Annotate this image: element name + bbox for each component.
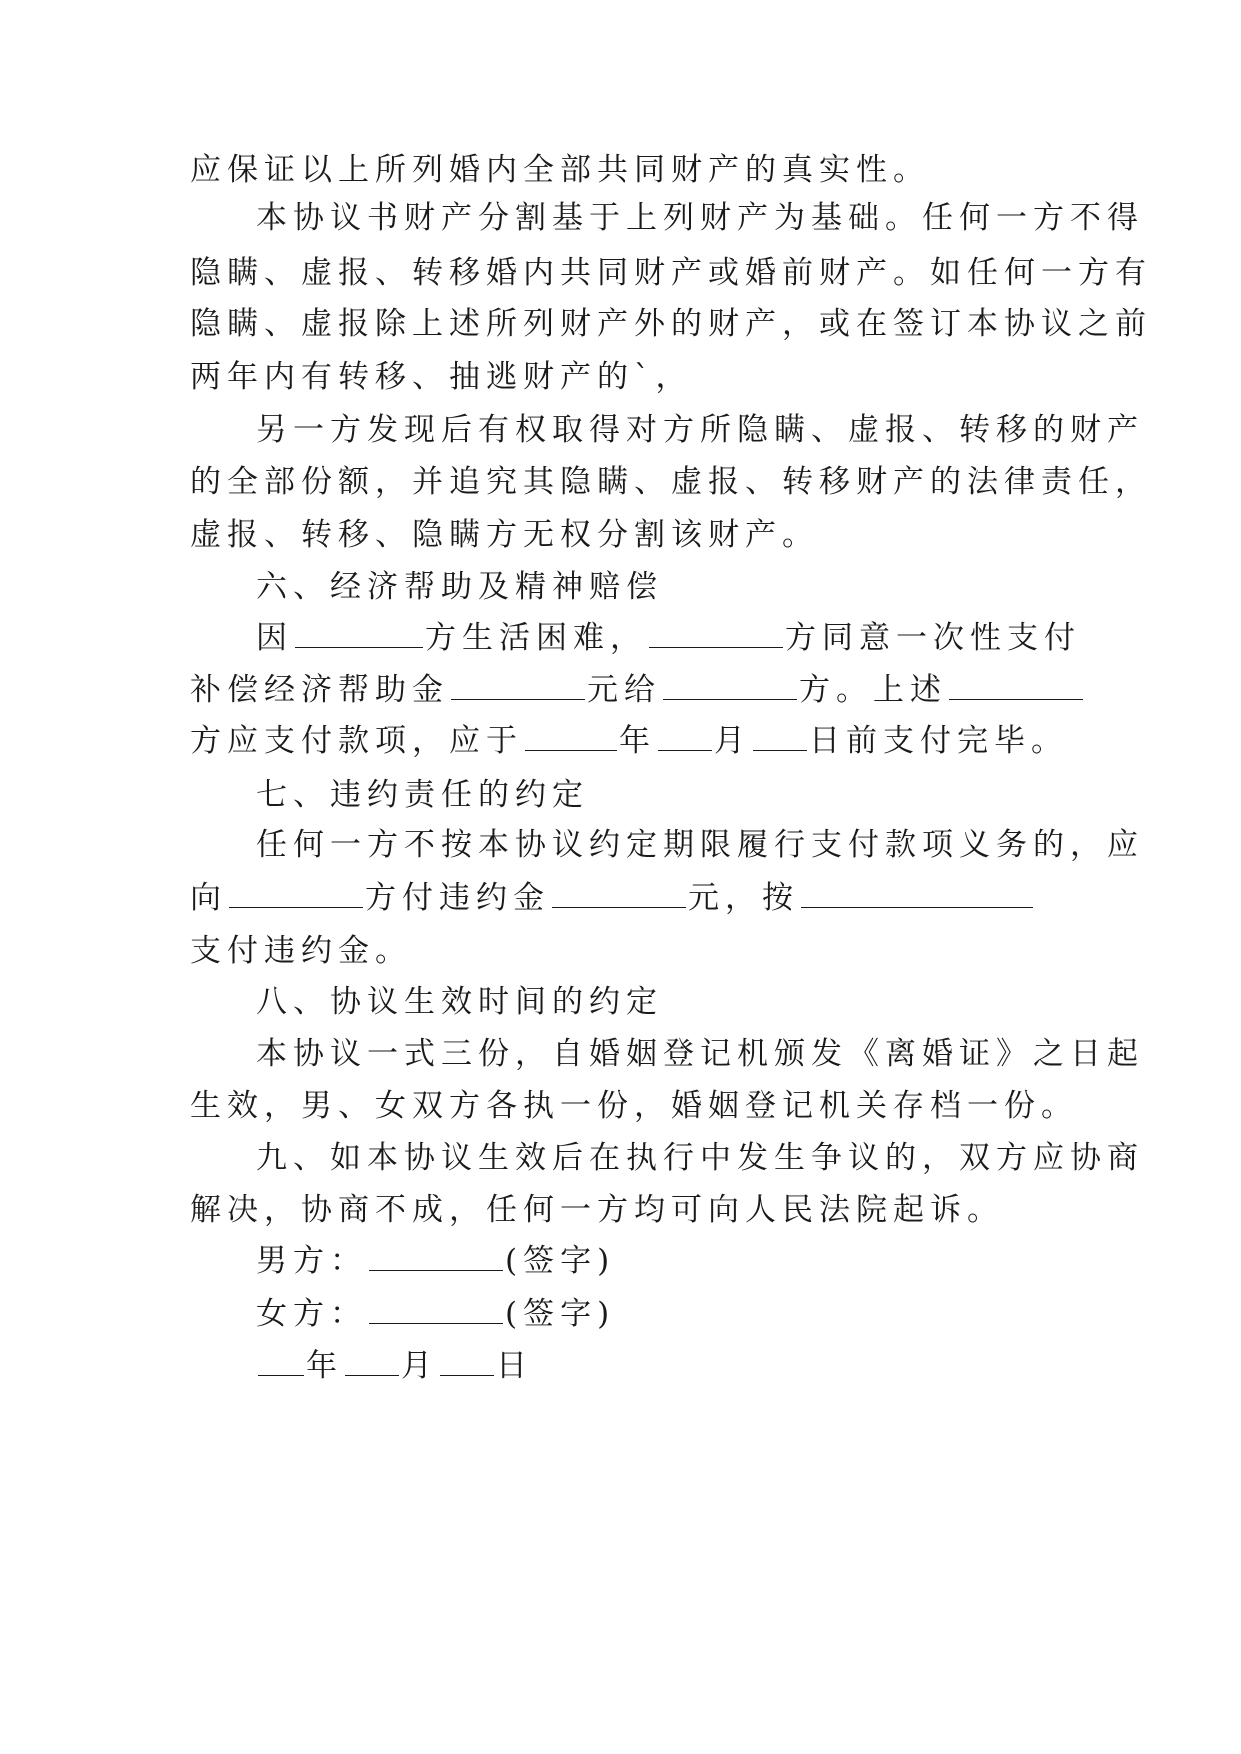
text: 虚报、转移、隐瞒方无权分割该财产。	[190, 517, 819, 553]
section-heading	[256, 982, 663, 1022]
fill-in-blank[interactable]	[649, 623, 783, 648]
fill-in-blank[interactable]	[801, 883, 1033, 908]
text: 方应支付款项，应于	[190, 723, 523, 759]
text: 的全部份额，并追究其隐瞒、虚报、转移财产的法律责任，	[190, 464, 1152, 500]
text: 年	[619, 723, 656, 759]
text: 本协议一式三份，自婚姻登记机颁发《离婚证》之日起	[256, 1036, 1144, 1072]
paragraph-line	[190, 253, 1152, 293]
text: 元，按	[688, 880, 799, 916]
text: 两年内有转移、抽逃财产的`，	[190, 359, 693, 395]
day-blank[interactable]	[440, 1351, 494, 1376]
text: 任何一方不按本协议约定期限履行支付款项义务的，应	[256, 827, 1144, 863]
male-signature-blank[interactable]	[369, 1246, 503, 1271]
heading-text: 六、经济帮助及精神赔偿	[256, 569, 663, 605]
text: 补偿经济帮助金	[190, 672, 449, 708]
paragraph-line	[190, 150, 930, 190]
month-label: 月	[401, 1348, 438, 1384]
fill-in-blank[interactable]	[658, 726, 712, 751]
fill-in-blank[interactable]	[552, 883, 686, 908]
male-signature-line	[256, 1241, 615, 1281]
paragraph-line	[256, 198, 1144, 238]
heading-text: 七、违约责任的约定	[256, 777, 589, 813]
fill-in-blank[interactable]	[949, 675, 1083, 700]
section-heading	[256, 567, 663, 607]
paragraph-line	[190, 462, 1152, 502]
text: 月	[714, 723, 751, 759]
paragraph-line	[190, 931, 412, 971]
day-label: 日	[496, 1348, 533, 1384]
paragraph-line	[256, 1138, 1144, 1178]
female-signature-line	[256, 1294, 615, 1334]
year-blank[interactable]	[258, 1351, 304, 1376]
text: 应保证以上所列婚内全部共同财产的真实性。	[190, 152, 930, 188]
text: 九、如本协议生效后在执行中发生争议的，双方应协商	[256, 1140, 1144, 1176]
month-blank[interactable]	[345, 1351, 399, 1376]
fill-in-blank[interactable]	[663, 675, 797, 700]
text: 方。上述	[799, 672, 947, 708]
text: 隐瞒、虚报、转移婚内共同财产或婚前财产。如任何一方有	[190, 255, 1152, 291]
paragraph-line	[190, 721, 1068, 761]
text: 支付违约金。	[190, 933, 412, 969]
text: 方生活困难，	[425, 620, 647, 656]
paragraph-line	[190, 304, 1152, 344]
paragraph-line	[190, 1086, 1078, 1126]
text: 方同意一次性支付	[785, 620, 1081, 656]
fill-in-blank[interactable]	[753, 726, 807, 751]
paragraph-line	[190, 1190, 1004, 1230]
signature-note: (签字)	[505, 1296, 616, 1332]
paragraph-line	[256, 1034, 1144, 1074]
male-label: 男方：	[256, 1243, 367, 1279]
fill-in-blank[interactable]	[451, 675, 585, 700]
date-line	[256, 1346, 533, 1386]
section-heading	[256, 775, 589, 815]
paragraph-line	[190, 670, 1085, 710]
text: 本协议书财产分割基于上列财产为基础。任何一方不得	[256, 200, 1144, 236]
heading-text: 八、协议生效时间的约定	[256, 984, 663, 1020]
text: 因	[256, 620, 293, 656]
text: 日前支付完毕。	[809, 723, 1068, 759]
text: 元给	[587, 672, 661, 708]
text: 解决，协商不成，任何一方均可向人民法院起诉。	[190, 1192, 1004, 1228]
paragraph-line	[190, 357, 693, 397]
paragraph-line	[256, 618, 1081, 658]
text: 隐瞒、虚报除上述所列财产外的财产，或在签订本协议之前	[190, 306, 1152, 342]
text: 另一方发现后有权取得对方所隐瞒、虚报、转移的财产	[256, 412, 1144, 448]
paragraph-line	[190, 878, 1035, 918]
paragraph-line	[190, 515, 819, 555]
female-label: 女方：	[256, 1296, 367, 1332]
signature-note: (签字)	[505, 1243, 616, 1279]
year-label: 年	[306, 1348, 343, 1384]
paragraph-line	[256, 825, 1144, 865]
fill-in-blank[interactable]	[295, 623, 423, 648]
paragraph-line	[256, 410, 1144, 450]
text: 向	[190, 880, 227, 916]
female-signature-blank[interactable]	[369, 1299, 503, 1324]
text: 生效，男、女双方各执一份，婚姻登记机关存档一份。	[190, 1088, 1078, 1124]
fill-in-blank[interactable]	[229, 883, 363, 908]
text: 方付违约金	[365, 880, 550, 916]
fill-in-blank[interactable]	[525, 726, 617, 751]
